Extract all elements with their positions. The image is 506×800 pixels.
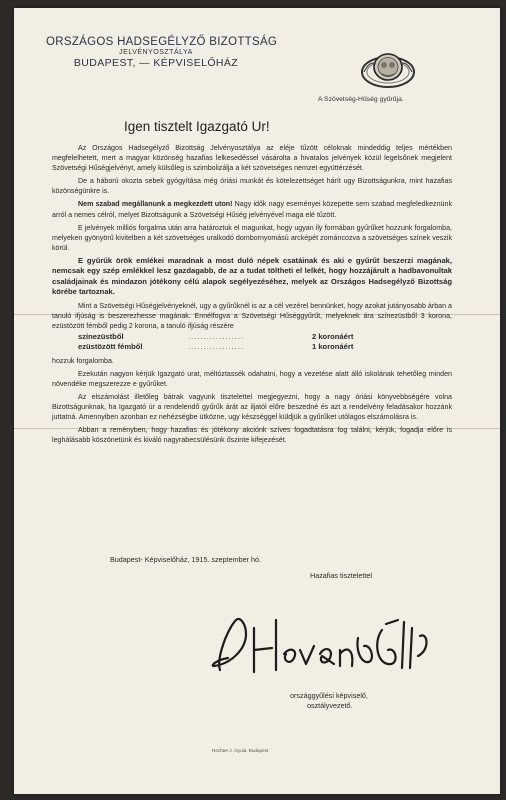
price-dots: .................. [188, 342, 244, 352]
paragraph-text: Nagy idők nagy eseményei közepette sem szabad megfeledkeznünk arról a nemes célról, melyet Bizottságunk a Szövetségi Hűség jelvényével maga elé tűzött. [52, 200, 452, 219]
signer-department: osztályvezető. [307, 701, 353, 710]
price-row [52, 332, 452, 342]
address: BUDAPEST, — KÉPVISELŐHÁZ [73, 57, 239, 69]
price-dots: .................. [188, 331, 244, 341]
paragraph [52, 199, 452, 219]
signer-title: országgyűlési képviselő, [290, 691, 368, 700]
price-value: 1 koronáért [312, 342, 354, 352]
paragraph: De a háború okozta sebek gyógyítása még óriási munkát és kötelezettséget hárít ugy Bizottságunkra, mint hazafias közönségünkre is. [52, 177, 452, 196]
signature [206, 610, 438, 678]
price-label: ezüstözött fémből [78, 342, 143, 352]
ring-caption: A Szövetség-Hűség gyűrűja. [318, 96, 404, 103]
ring-icon [360, 50, 416, 90]
paragraph: Ezekután nagyon kérjük Igazgató urat, méltóztassék odahatni, hogy a vezetése alatt álló iskolának tehetőleg minden növendéke megszerezze e gyűrűket. [52, 369, 452, 388]
salutation: Igen tisztelt Igazgató Ur! [124, 119, 270, 134]
paragraph: Mint a Szövetségi Hűségjelvényeknél, ugy a gyűrűknél is az a cél vezérel bennünket, hogy azokat jutányosabb árban a tanuló ifjúság is beszerezhesse magának. Ennélfogva a Szövetségi Hűséggyűrűt, melyeknek ára színezüstből 3 korona, ezüstözött fémből pedig 2 korona, a tanuló ifjúság részére [52, 301, 452, 330]
department: JELVÉNYOSZTÁLYA [119, 49, 193, 56]
price-row [52, 342, 452, 352]
paragraph: Abban a reményben, hogy hazafias és jótékony akciónk szíves fogadtatásra fog találni, kérjük, fogadja előre is leghálásabb köszönetünk és kiváló nagyrabecsülésünk őszinte kifejezését. [52, 426, 452, 445]
paragraph: E jelvények milliós forgalma után arra határoztuk el magunkat, hogy ugyan ily formában gyűrűket hozzunk forgalomba, melyeken gyönyörű kivitelben a két szövetséges uralkodó dombornyomású arcképét zománcozva a szövetséges színek veszik körül. [52, 223, 452, 252]
price-value: 2 koronáért [312, 331, 354, 341]
paragraph: Az Országos Hadsegélyző Bizottság Jelvényosztálya az eléje tűzött céloknak mindeddig teljes mértékben megfelelhetett, mert a magyar közönség hazafias lelkesedéssel vásárolta a hivatalos jelvények közül legelsőnek megjelent Szövetségi Hűségjelvényt, amely külsőleg is szimbolizálja a két szövetséges nemzet együttérzését. [52, 144, 452, 173]
paragraph: Az elszámolást illetőleg bátrak vagyunk tisztelettel megjegyezni, hogy a nagy óriási könyvebbségére volna Bizottságunknak, ha Igazgató úr a rendelendő gyűrűk árát az iljatól előre beszedné és azt a rendelvény feladásakor hozzánk juttatná. Amennyiben azonban ez nehézségbe ütközne, ugy készséggel küldjük a gyűrűket utólagos elszámolásra is. [52, 392, 452, 422]
org-name: ORSZÁGOS HADSEGÉLYZŐ BIZOTTSÁG [46, 36, 278, 48]
price-label: színezüstből [78, 331, 124, 341]
paragraph: hozzuk forgalomba. [52, 356, 114, 365]
bold-phrase: Nem szabad megállanunk a megkezdett uton! [78, 200, 233, 209]
place-date: Budapest- Képviselőház, 1915. szeptember hó. [110, 555, 262, 564]
letterhead [46, 36, 278, 69]
letter-body [52, 143, 452, 448]
paragraph: E gyűrűk örök emlékei maradnak a most duló népek csatáinak és aki e gyűrűt beszerzi magának, nemcsak egy szép emlékkel lesz gazdagabb, de az a tudat töltheti el lelkét, hogy hozzájárult a hadbavonultak családjainak és mindazon jótékony célú alapok segélyezéséhez, melyek az Országos Hadsegélyző Bizottság körébe tartoznak. [52, 255, 452, 297]
closing-greeting: Hazafias tisztelettel [310, 571, 372, 580]
printer-imprint: Röchter J. Gyula. Budapest [212, 748, 269, 753]
